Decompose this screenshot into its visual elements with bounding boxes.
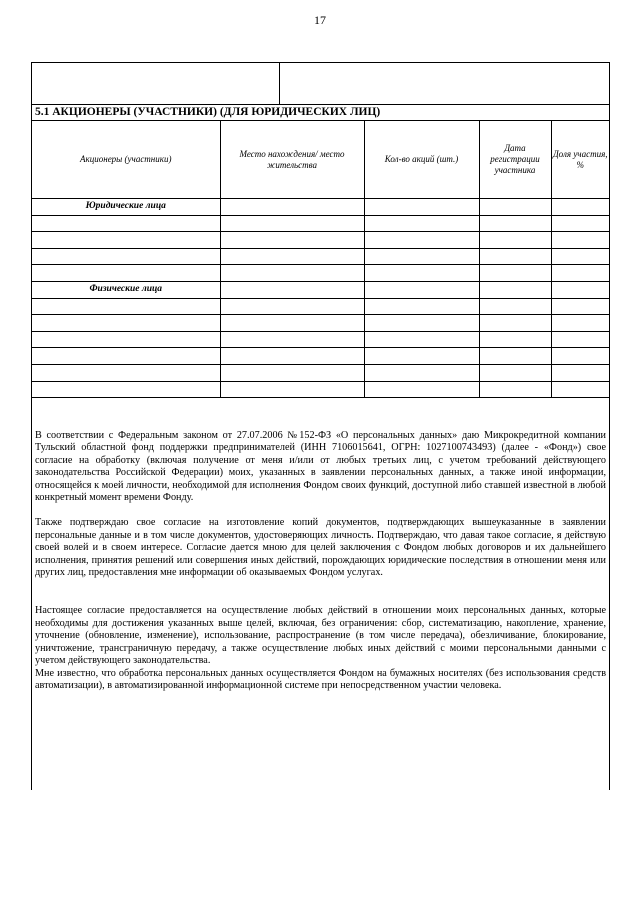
table-cell[interactable]	[32, 215, 220, 232]
table-cell[interactable]	[364, 215, 479, 232]
table-cell[interactable]	[220, 298, 364, 315]
table-cell[interactable]	[551, 298, 609, 315]
table-row	[32, 298, 609, 315]
table-cell[interactable]	[479, 331, 551, 348]
table-cell[interactable]	[479, 364, 551, 381]
column-header-location: Место нахождения/ место жительства	[220, 121, 364, 199]
table-cell[interactable]	[551, 381, 609, 398]
table-cell[interactable]	[364, 331, 479, 348]
table-cell[interactable]	[364, 248, 479, 265]
section-title: 5.1 АКЦИОНЕРЫ (УЧАСТНИКИ) (ДЛЯ ЮРИДИЧЕСКИХ ЛИЦ)	[32, 104, 609, 121]
table-cell[interactable]	[220, 265, 364, 282]
table-cell[interactable]	[364, 199, 479, 216]
table-cell[interactable]	[220, 381, 364, 398]
table-cell[interactable]	[32, 348, 220, 365]
table-cell[interactable]	[364, 348, 479, 365]
table-cell[interactable]	[220, 199, 364, 216]
blank-header-row	[32, 63, 609, 105]
column-header-shares-count: Кол-во акций (шт.)	[364, 121, 479, 199]
table-cell[interactable]	[220, 331, 364, 348]
table-row	[32, 364, 609, 381]
table-cell[interactable]	[551, 215, 609, 232]
table-cell[interactable]	[479, 232, 551, 249]
page-number: 17	[314, 13, 326, 27]
table-cell[interactable]	[32, 315, 220, 332]
column-header-shareholders: Акционеры (участники)	[32, 121, 220, 199]
table-row	[32, 265, 609, 282]
table-cell[interactable]	[551, 248, 609, 265]
table-cell[interactable]	[364, 265, 479, 282]
table-row	[32, 232, 609, 249]
table-cell[interactable]	[32, 232, 220, 249]
group-row-individual	[32, 281, 609, 298]
table-cell[interactable]	[32, 381, 220, 398]
consent-paragraph-1: В соответствии с Федеральным законом от 27.07.2006 №152-ФЗ «О персональных данных» даю Микрокредитной компании Тульский областной фонд поддержки предпринимателей (ИНН 7106015641, ОГРН: 1027100743493) (далее - «Фонд») свое согласие на обработку (включая получение от меня и/или от любых третьих лиц, с учетом требований действующего законодательства Российской Федерации) моих, указанных в заявлении персональных данных, а также иной информации, относящейся к моей личности, необходимой для исполнения Фондом своих функций, доступной либо ставшей известной в любой конкретный момент времени Фонду.	[35, 430, 606, 504]
table-cell[interactable]	[551, 348, 609, 365]
table-cell[interactable]	[32, 265, 220, 282]
table-row	[32, 331, 609, 348]
table-cell[interactable]	[551, 265, 609, 282]
table-cell[interactable]	[551, 199, 609, 216]
table-cell[interactable]	[479, 265, 551, 282]
shareholders-table	[32, 121, 609, 398]
table-cell[interactable]	[364, 281, 479, 298]
table-cell[interactable]	[551, 232, 609, 249]
table-cell[interactable]	[220, 248, 364, 265]
table-cell[interactable]	[479, 381, 551, 398]
table-cell[interactable]	[364, 381, 479, 398]
table-row	[32, 348, 609, 365]
group-row-legal	[32, 199, 609, 216]
table-cell[interactable]	[551, 364, 609, 381]
column-header-registration-date: Дата регистрации участника	[479, 121, 551, 199]
table-row	[32, 215, 609, 232]
consent-paragraph-3: Настоящее согласие предоставляется на осуществление любых действий в отношении моих персональных данных, которые необходимы для достижения указанных выше целей, включая, без ограничения: сбор, систематизацию, накопление, хранение, уточнение (обновление, изменение), использование, распространение (в том числе передача), обезличивание, блокирование, уничтожение, трансграничную передачу, а также осуществление любых иных действий с моими персональными данными с учетом действующего законодательства.	[35, 605, 606, 667]
group-label-legal: Юридические лица	[32, 199, 220, 216]
consent-text	[35, 430, 606, 692]
consent-paragraph-2: Также подтверждаю свое согласие на изготовление копий документов, подтверждающих вышеуказанные в заявлении персональные данные и в том числе документов, удостоверяющих личность. Подтверждаю, что давая такое согласие, я действую своей волей и в своем интересе. Согласие дается мною для целей заключения с Фондом любых договоров и их дальнейшего исполнения, принятия решений или совершения иных действий, порождающих юридические последствия в отношении меня или других лиц, предоставления мне информации об оказываемых Фондом услугах.	[35, 517, 606, 579]
table-cell[interactable]	[479, 215, 551, 232]
table-cell[interactable]	[32, 248, 220, 265]
table-cell[interactable]	[32, 331, 220, 348]
table-cell[interactable]	[220, 215, 364, 232]
table-cell[interactable]	[220, 364, 364, 381]
table-cell[interactable]	[551, 315, 609, 332]
table-cell[interactable]	[364, 298, 479, 315]
table-row	[32, 315, 609, 332]
table-cell[interactable]	[220, 348, 364, 365]
table-cell[interactable]	[220, 315, 364, 332]
table-cell[interactable]	[479, 315, 551, 332]
table-row	[32, 248, 609, 265]
table-cell[interactable]	[479, 348, 551, 365]
table-cell[interactable]	[32, 298, 220, 315]
table-header-row	[32, 121, 609, 199]
table-cell[interactable]	[220, 281, 364, 298]
table-cell[interactable]	[551, 281, 609, 298]
table-cell[interactable]	[479, 248, 551, 265]
table-cell[interactable]	[479, 199, 551, 216]
table-cell[interactable]	[551, 331, 609, 348]
group-label-individual: Физические лица	[32, 281, 220, 298]
table-cell[interactable]	[479, 281, 551, 298]
table-cell[interactable]	[32, 364, 220, 381]
table-cell[interactable]	[220, 232, 364, 249]
table-cell[interactable]	[364, 232, 479, 249]
table-cell[interactable]	[364, 315, 479, 332]
column-header-share-percent: Доля участия, %	[551, 121, 609, 199]
consent-paragraph-4: Мне известно, что обработка персональных данных осуществляется Фондом на бумажных носителях (без использования средств автоматизации), в автоматизированной информационной системе при непосредственном участии человека.	[35, 667, 606, 691]
table-cell[interactable]	[364, 364, 479, 381]
form-frame	[31, 62, 610, 790]
table-row	[32, 381, 609, 398]
blank-cell-left	[32, 63, 280, 104]
table-cell[interactable]	[479, 298, 551, 315]
